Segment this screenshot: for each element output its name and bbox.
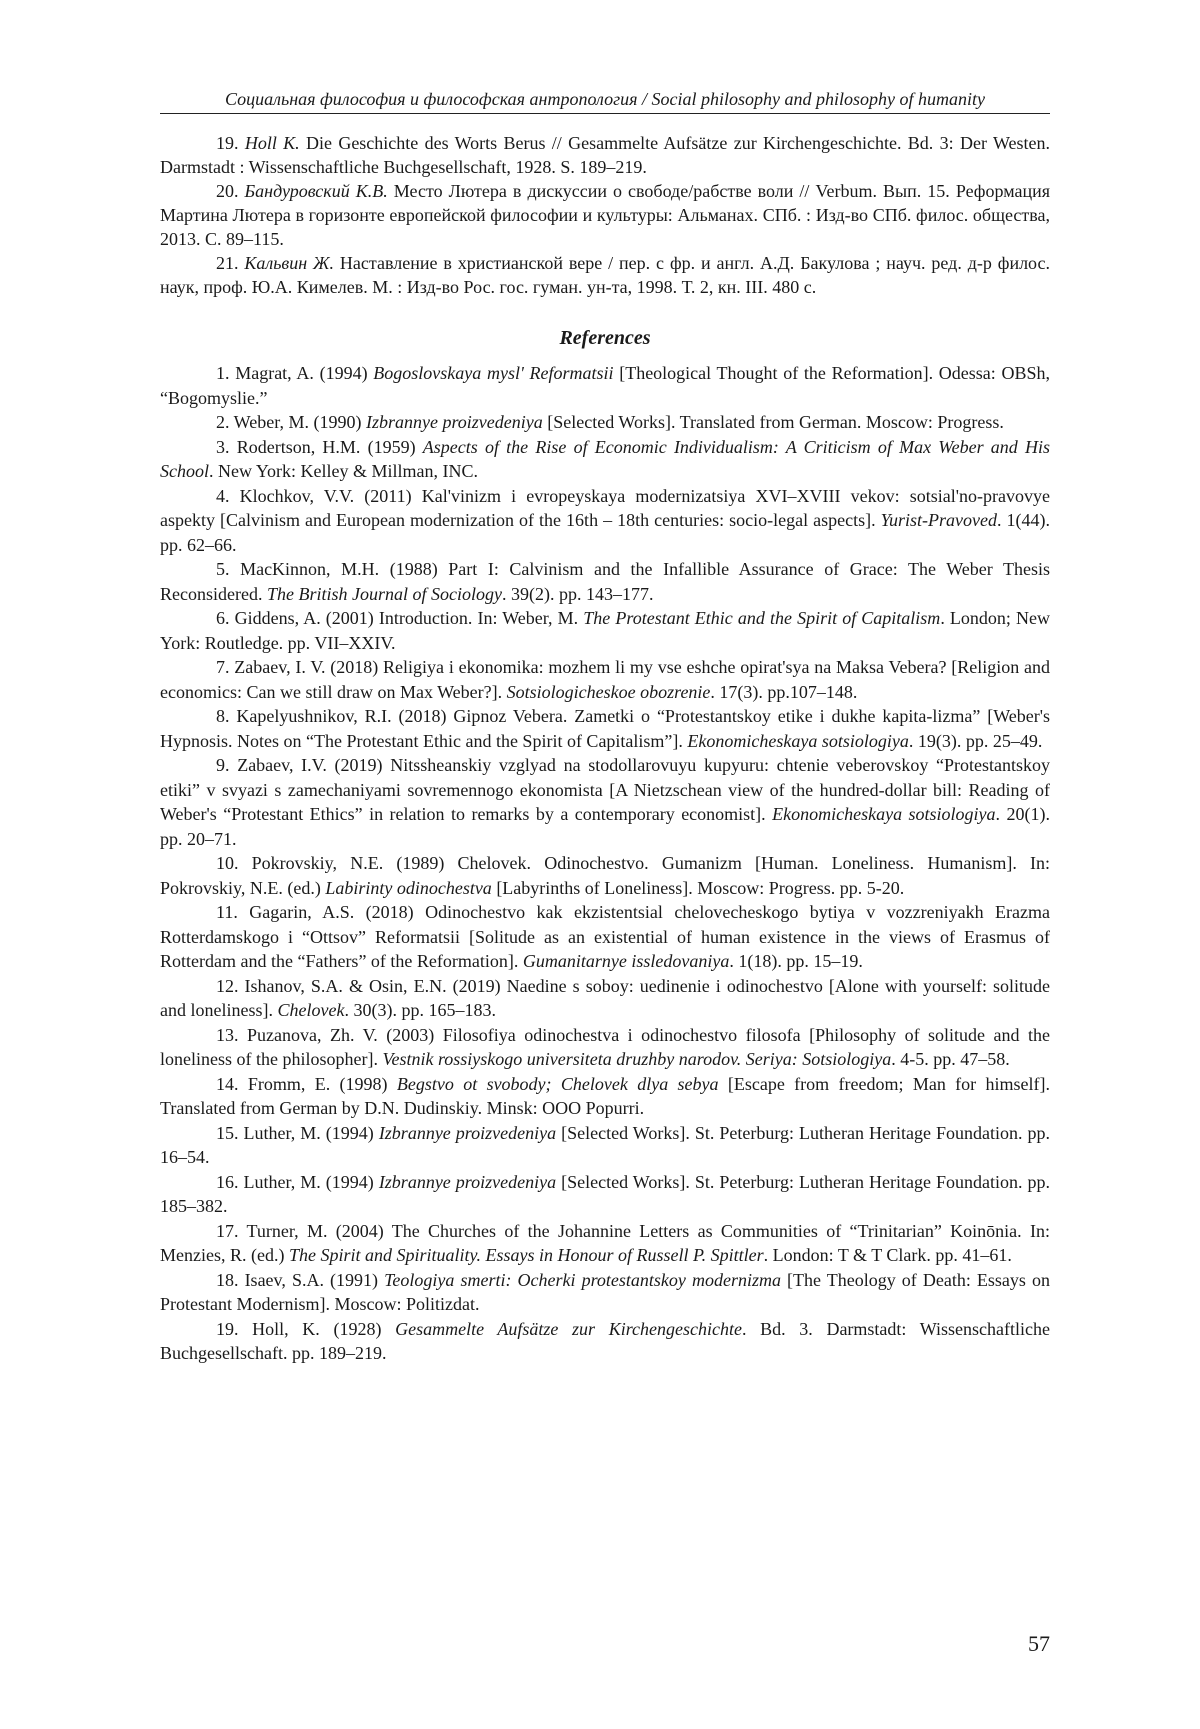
entry-title: Sotsiologicheskoe obozrenie [506,681,711,702]
entry-title: Yurist-Pravoved [880,510,997,530]
entry-text: [Labyrinths of Loneliness]. Moscow: Progress. pp. 5-20. [491,877,905,898]
entry-text: . Bd. 3. Darmstadt: Wissenschaftliche Buchgesellschaft. pp. 189–219. [160,1318,1050,1363]
entry-text: [Selected Works]. St. Peterburg: Lutheran Heritage Foundation. pp. 16–54. [160,1122,1050,1167]
entry-text: . 20(1). pp. 20–71. [160,804,1050,849]
entry-text: 3. Rodertson, H.M. (1959) [216,436,423,457]
entry-text: 13. Puzanova, Zh. V. (2003) Filosofiya odinochestva i odinochestvo filosofa [Philosophy of solitude and the loneliness of the philosopher]. [160,1024,1050,1069]
reference-entry [160,435,1050,484]
entry-text: 5. MacKinnon, M.H. (1988) Part I: Calvinism and the Infallible Assurance of Grace: The Weber Thesis Reconsidered. [160,559,1050,604]
entry-text: 14. Fromm, E. (1998) [216,1073,397,1094]
entry-title: Ekonomicheskaya sotsiologiya [687,730,909,751]
reference-entry [160,251,1050,299]
entry-text: 11. Gagarin, A.S. (2018) Odinochestvo kak ekzistentsial chelovecheskogo bytiya v vozzreniyakh Erazma Rotterdamskogo i “Ottsov” Reformatsii [Solitude as an existential of human existence in the views of Erasmus of Rotterdam and the “Fathers” of the Reformation]. [160,902,1050,971]
entry-text: . 17(3). pp.107–148. [710,681,858,702]
entry-text: Место Лютера в дискуссии о свободе/рабстве воли // Verbum. Вып. 15. Реформация Мартина Лютера в горизонте европейской философии и культуры: Альманах. СПб. : Изд-во СПб. филос. общества, 2013. С. 89–115. [160,181,1051,249]
article-body [160,131,1050,1366]
entry-author: Кальвин Ж. [244,253,335,273]
entry-title: The Protestant Ethic and the Spirit of Capitalism [583,608,941,628]
reference-entry [160,131,1050,179]
russian-references [160,131,1050,299]
entry-title: Gumanitarnye issledovaniya [522,951,730,971]
entry-text: 16. Luther, M. (1994) [216,1171,379,1192]
entry-text: 2. Weber, M. (1990) [216,412,366,432]
reference-entry [160,1170,1050,1219]
entry-title: Izbrannye proizvedeniya [365,412,543,432]
references-heading: References [559,327,651,349]
entry-text: 1. Magrat, A. (1994) [216,363,374,383]
entry-text: . 39(2). pp. 143–177. [501,583,654,604]
reference-entry [160,1023,1050,1072]
reference-entry [160,484,1050,558]
entry-title: Vestnik rossiyskogo universiteta druzhby narodov. Seriya: Sotsiologiya [382,1049,892,1069]
reference-entry [160,1317,1050,1366]
entry-title: Bogoslovskaya mysl' Reformatsii [373,363,614,383]
entry-text: 6. Giddens, A. (2001) Introduction. In: Weber, M. [216,608,584,628]
reference-entry [160,410,1050,435]
entry-number: 20. [216,181,239,201]
running-header: Социальная философия и философская антропология / Social philosophy and philosophy of humanity [225,89,985,109]
reference-entry [160,753,1050,851]
entry-title: Teologiya smerti: Ocherki protestantskoy modernizma [384,1269,781,1290]
entry-title: Begstvo ot svobody; Chelovek dlya sebya [396,1073,719,1094]
page-number: 57 [1028,1631,1050,1656]
reference-entry [160,1219,1050,1268]
entry-title: Izbrannye proizvedeniya [378,1171,557,1192]
reference-entry [160,1072,1050,1121]
reference-entry [160,655,1050,704]
entry-text: . 1(18). pp. 15–19. [729,951,863,971]
entry-title: Izbrannye proizvedeniya [378,1122,557,1143]
reference-entry [160,606,1050,655]
entry-number: 21. [216,253,239,273]
reference-entry [160,361,1050,410]
entry-text: 17. Turner, M. (2004) The Churches of the Johannine Letters as Communities of “Trinitarian” Koinōnia. In: Menzies, R. (ed.) [160,1220,1050,1265]
reference-entry [160,704,1050,753]
entry-title: Gesammelte Aufsätze zur Kirchengeschichte [395,1318,742,1339]
entry-title: Ekonomicheskaya sotsiologiya [772,804,996,824]
entry-text: Die Geschichte des Worts Berus // Gesammelte Aufsätze zur Kirchengeschichte. Bd. 3: Der Westen. Darmstadt : Wissenschaftliche Buchgesellschaft, 1928. S. 189–219. [160,133,1050,177]
reference-entry [160,1268,1050,1317]
entry-text: Наставление в христианской вере / пер. с фр. и англ. А.Д. Бакулова ; науч. ред. д-р филос. наук, проф. Ю.А. Кимелев. М. : Изд-во Рос. гос. гуман. ун-та, 1998. Т. 2, кн. III. 480 с. [160,253,1050,297]
entry-text: 8. Kapelyushnikov, R.I. (2018) Gipnoz Vebera. Zametki o “Protestantskoy etike i dukhe kapita-lizma” [Weber's Hypnosis. Notes on “The Protestant Ethic and the Spirit of Capitalism”]. [160,706,1050,751]
entry-author: Holl K. [244,133,300,153]
entry-text: . New York: Kelley & Millman, INC. [209,461,478,481]
reference-entry [160,851,1050,900]
entry-title: Chelovek [277,1000,345,1020]
entry-text: 4. Klochkov, V.V. (2011) Kal'vinizm i evropeyskaya modernizatsiya XVI–XVIII vekov: sotsial'no-pravovye aspekty [Calvinism and European modernization of the 16th – 18th centuries: socio-legal aspects]. [160,485,1050,530]
entry-text: 19. Holl, K. (1928) [216,1318,396,1339]
entry-text: [Selected Works]. St. Peterburg: Lutheran Heritage Foundation. pp. 185–382. [160,1171,1050,1216]
entry-text: 12. Ishanov, S.A. & Osin, E.N. (2019) Naedine s soboy: uedinenie i odinochestvo [Alone with yourself: solitude and loneliness]. [160,975,1050,1020]
entry-text: 15. Luther, M. (1994) [216,1122,379,1143]
entry-text: . 4-5. pp. 47–58. [891,1049,1010,1069]
entry-author: Бандуровский К.В. [244,181,388,201]
entry-text: [The Theology of Death: Essays on Protestant Modernism]. Moscow: Politizdat. [160,1269,1050,1314]
entry-text: . 19(3). pp. 25–49. [908,730,1043,751]
entry-title: Aspects of the Rise of Economic Individualism: A Criticism of Max Weber and His School [160,436,1050,481]
entry-text: [Selected Works]. Translated from German. Moscow: Progress. [542,412,1004,432]
reference-entry [160,557,1050,606]
entry-title: Labirinty odinochestva [325,877,492,898]
reference-entry [160,179,1050,251]
entry-text: . London: T & T Clark. pp. 41–61. [763,1245,1012,1265]
reference-entry [160,900,1050,974]
entry-text: 9. Zabaev, I.V. (2019) Nitssheanskiy vzglyad na stodollarovuyu kupyuru: chtenie veberovskoy “Protestantskoy etiki” v svyazi s zamechaniyami sovremennogo ekonomista [A Nietzschean view of the hundred-dollar bill: Reading of Weber's “Protestant Ethics” in relation to remarks by a contemporary economist]. [160,755,1050,824]
entry-title: The British Journal of Sociology [266,583,502,604]
references-list [160,361,1050,1366]
entry-number: 19. [216,133,239,153]
entry-text: 7. Zabaev, I. V. (2018) Religiya i ekonomika: mozhem li my vse eshche opirat'sya na Maksa Vebera? [Religion and economics: Can we still draw on Max Weber?]. [160,657,1050,702]
reference-entry [160,1121,1050,1170]
entry-text: 18. Isaev, S.A. (1991) [216,1269,385,1290]
entry-text: . London; New York: Routledge. pp. VII–XXIV. [160,608,1050,653]
entry-text: . 30(3). pp. 165–183. [344,1000,496,1020]
reference-entry [160,974,1050,1023]
entry-text: [Escape from freedom; Man for himself]. Translated from German by D.N. Dudinskiy. Minsk: OOO Popurri. [160,1073,1051,1118]
header-divider [160,113,1050,114]
entry-text: 10. Pokrovskiy, N.E. (1989) Chelovek. Odinochestvo. Gumanizm [Human. Loneliness. Humanism]. In: Pokrovskiy, N.E. (ed.) [160,853,1050,898]
entry-text: . 1(44). pp. 62–66. [160,510,1050,555]
entry-title: The Spirit and Spirituality. Essays in Honour of Russell P. Spittler [288,1245,764,1265]
entry-text: [Theological Thought of the Reformation]. Odessa: OBSh, “Bogomyslie.” [160,363,1050,408]
